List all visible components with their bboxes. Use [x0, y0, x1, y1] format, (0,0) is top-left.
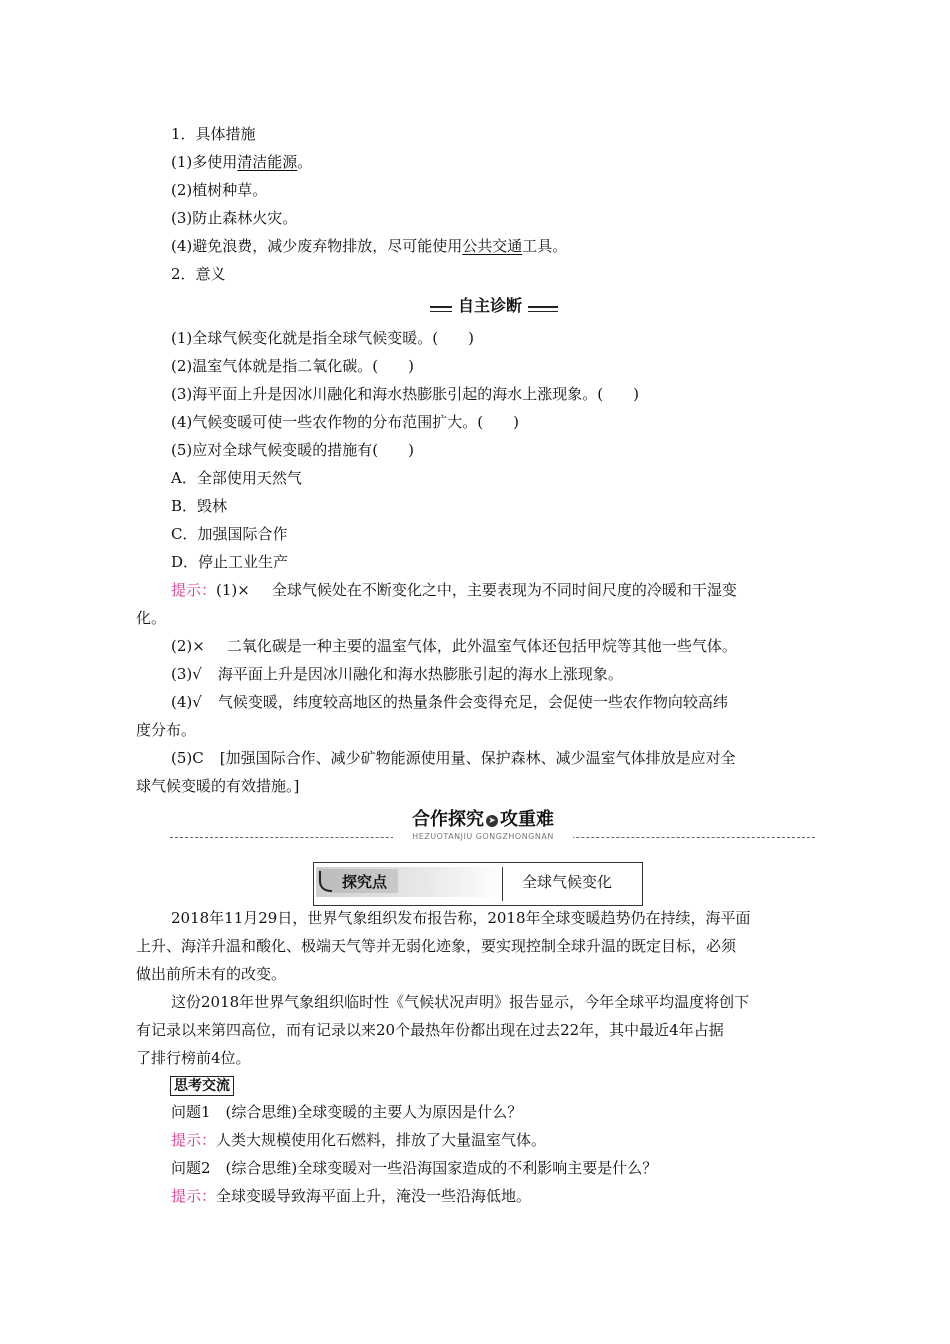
answer-3: (3)√ 海平面上升是因冰川融化和海水热膨胀引起的海水上涨现象。	[171, 665, 623, 683]
self-check-q3: (3)海平面上升是因冰川融化和海水热膨胀引起的海水上涨现象。( )	[171, 385, 639, 403]
para2-line3: 了排行榜前4位。	[136, 1049, 251, 1067]
measure-item-1: (1)多使用清洁能源。	[171, 153, 313, 171]
para1-line3: 做出前所未有的改变。	[136, 965, 287, 983]
option-c: C．加强国际合作	[171, 525, 288, 543]
explore-header: 合作探究 ➤ 攻重难 HEZUOTANJIU GONGZHONGNAN	[393, 808, 573, 844]
hint-label: 提示：	[171, 1131, 217, 1149]
measure-item-4: (4)避免浪费，减少废弃物排放，尽可能使用公共交通工具。	[171, 237, 568, 255]
answer-5: (5)C [加强国际合作、减少矿物能源使用量、保护森林、减少温室气体排放是应对全	[171, 749, 736, 767]
measure-item-2: (2)植树种草。	[171, 181, 268, 199]
explore-point-topic: 全球气候变化	[522, 873, 613, 891]
significance-heading: 2．意义	[171, 265, 226, 283]
self-check-banner: 自主诊断	[430, 296, 558, 318]
measures-heading: 1．具体措施	[171, 125, 256, 143]
measure-item-3: (3)防止森林火灾。	[171, 209, 298, 227]
discussion-tag: 思考交流	[170, 1076, 234, 1096]
option-b: B．毁林	[171, 497, 228, 515]
underlined-term: 公共交通	[462, 237, 523, 255]
answer-1: 提示：(1)× 全球气候处在不断变化之中，主要表现为不同时间尺度的冷暖和干湿变	[171, 581, 737, 599]
underlined-term: 清洁能源	[237, 153, 298, 171]
para1-line1: 2018年11月29日，世界气象组织发布报告称，2018年全球变暖趋势仍在持续，海平面	[171, 909, 751, 927]
explore-point-label: 探究点	[342, 873, 388, 891]
discussion-q1: 问题1 (综合思维)全球变暖的主要人为原因是什么？	[171, 1103, 523, 1121]
option-d: D．停止工业生产	[171, 553, 289, 571]
answer-1-cont: 化。	[136, 609, 167, 627]
para2-line2: 有记录以来第四高位，而有记录以来20个最热年份都出现在过去22年，其中最近4年占据	[136, 1021, 724, 1039]
hint-label: 提示：	[171, 581, 217, 599]
discussion-hint2: 提示：全球变暖导致海平面上升，淹没一些沿海低地。	[171, 1187, 532, 1205]
answer-5-cont: 球气候变暖的有效措施。]	[136, 777, 300, 795]
option-a: A．全部使用天然气	[171, 469, 302, 487]
hint-label: 提示：	[171, 1187, 217, 1205]
explore-point-box	[313, 862, 643, 906]
self-check-q5: (5)应对全球气候变暖的措施有( )	[171, 441, 414, 459]
self-check-q1: (1)全球气候变化就是指全球气候变暖。( )	[171, 329, 474, 347]
answer-2: (2)× 二氧化碳是一种主要的温室气体，此外温室气体还包括甲烷等其他一些气体。	[171, 637, 737, 655]
answer-4: (4)√ 气候变暖，纬度较高地区的热量条件会变得充足，会促使一些农作物向较高纬	[171, 693, 728, 711]
arrow-right-icon: ➤	[486, 815, 498, 827]
para2-line1: 这份2018年世界气象组织临时性《气候状况声明》报告显示，今年全球平均温度将创下	[171, 993, 750, 1011]
self-check-q2: (2)温室气体就是指二氧化碳。( )	[171, 357, 414, 375]
discussion-hint1: 提示：人类大规模使用化石燃料，排放了大量温室气体。	[171, 1131, 547, 1149]
answer-4-cont: 度分布。	[136, 721, 197, 739]
para1-line2: 上升、海洋升温和酸化、极端天气等并无弱化迹象，要实现控制全球升温的既定目标，必须	[136, 937, 737, 955]
discussion-q2: 问题2 (综合思维)全球变暖对一些沿海国家造成的不利影响主要是什么？	[171, 1159, 658, 1177]
self-check-q4: (4)气候变暖可使一些农作物的分布范围扩大。( )	[171, 413, 519, 431]
